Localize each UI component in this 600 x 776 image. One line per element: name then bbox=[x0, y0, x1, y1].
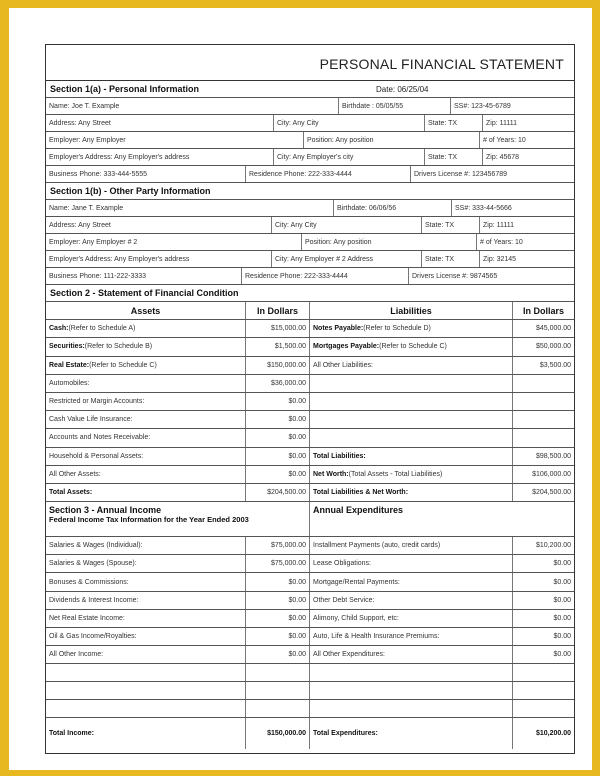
asset-value[interactable]: $150,000.00 bbox=[246, 357, 310, 374]
section-3-heading-row bbox=[46, 502, 574, 537]
financial-condition-table bbox=[46, 302, 574, 502]
asset-label bbox=[46, 375, 246, 392]
table-row bbox=[46, 646, 574, 664]
liability-label bbox=[310, 320, 513, 337]
asset-label bbox=[46, 357, 246, 374]
employer-state-field[interactable]: State: TX bbox=[425, 149, 483, 165]
blank-cell[interactable] bbox=[513, 700, 574, 717]
liabilities-header: Liabilities bbox=[310, 302, 513, 319]
page-title: PERSONAL FINANCIAL STATEMENT bbox=[319, 56, 564, 72]
asset-label bbox=[46, 393, 246, 410]
form-row bbox=[46, 251, 574, 268]
liability-label-bold: Total Liabilities: bbox=[313, 452, 366, 460]
expenditure-label: Alimony, Child Support, etc: bbox=[310, 610, 513, 627]
expenditure-label: Installment Payments (auto, credit cards) bbox=[310, 537, 513, 554]
title-row bbox=[46, 45, 574, 81]
other-address-field[interactable]: Address: Any Street bbox=[46, 217, 272, 233]
liabilities-dollars-header: In Dollars bbox=[522, 305, 564, 316]
expenditure-label: Auto, Life & Health Insurance Premiums: bbox=[310, 628, 513, 645]
asset-label-text: Cash Value Life Insurance: bbox=[49, 416, 133, 424]
financial-statement-form bbox=[45, 44, 575, 754]
asset-label bbox=[46, 338, 246, 355]
blank-cell[interactable] bbox=[513, 682, 574, 699]
total-income-value[interactable]: $150,000.00 bbox=[246, 718, 310, 749]
asset-label-text: (Refer to Schedule B) bbox=[84, 343, 153, 351]
asset-label-bold: Real Estate: bbox=[49, 361, 90, 369]
asset-value[interactable]: $0.00 bbox=[246, 411, 310, 428]
residence-phone-field[interactable]: Residence Phone: 222-333-4444 bbox=[246, 166, 411, 182]
asset-label-text: All Other Assets: bbox=[49, 470, 101, 478]
other-residence-phone-field[interactable]: Residence Phone: 222-333-4444 bbox=[242, 268, 409, 284]
table-row bbox=[46, 573, 574, 591]
liability-label bbox=[310, 448, 513, 465]
asset-label-bold: Securities: bbox=[49, 343, 85, 351]
table-row bbox=[46, 628, 574, 646]
blank-cell[interactable] bbox=[246, 664, 310, 681]
liability-label-bold: Total Liabilities & Net Worth: bbox=[313, 488, 409, 496]
business-phone-field[interactable]: Business Phone: 333-444-5555 bbox=[46, 166, 246, 182]
asset-value[interactable]: $0.00 bbox=[246, 429, 310, 446]
asset-label bbox=[46, 484, 246, 501]
total-expenditures-label: Total Expenditures: bbox=[310, 718, 513, 749]
section-3-heading: Section 3 - Annual Income bbox=[49, 505, 162, 516]
income-value[interactable]: $75,000.00 bbox=[246, 537, 310, 554]
statement-date: Date: 06/25/04 bbox=[376, 84, 429, 94]
employer-zip-field[interactable]: Zip: 45678 bbox=[486, 153, 520, 161]
expenditure-value[interactable]: $0.00 bbox=[553, 578, 571, 586]
other-employer-zip-field[interactable]: Zip: 32145 bbox=[483, 255, 517, 263]
income-label: Oil & Gas Income/Royalties: bbox=[46, 628, 246, 645]
asset-label-text: Accounts and Notes Receivable: bbox=[49, 434, 151, 442]
asset-value[interactable]: $0.00 bbox=[246, 393, 310, 410]
blank-cell[interactable] bbox=[513, 664, 574, 681]
income-label: Bonuses & Commissions: bbox=[46, 573, 246, 590]
other-years-field[interactable]: # of Years: 10 bbox=[480, 238, 523, 246]
form-row bbox=[46, 200, 574, 217]
liability-label-text: All Other Liabilities: bbox=[313, 361, 373, 369]
form-row bbox=[46, 115, 574, 132]
state-field[interactable]: State: TX bbox=[425, 115, 483, 131]
other-birthdate-field[interactable]: Birthdate: 06/06/56 bbox=[334, 200, 452, 216]
blank-cell[interactable] bbox=[46, 682, 246, 699]
asset-label bbox=[46, 466, 246, 483]
liability-label bbox=[310, 357, 513, 374]
income-label: Salaries & Wages (Individual): bbox=[46, 537, 246, 554]
other-state-field[interactable]: State: TX bbox=[422, 217, 480, 233]
liability-value[interactable]: $106,000.00 bbox=[532, 470, 571, 478]
asset-label-bold: Total Assets: bbox=[49, 488, 93, 496]
expenditure-value[interactable]: $0.00 bbox=[553, 596, 571, 604]
income-value[interactable]: $75,000.00 bbox=[246, 555, 310, 572]
employer-city-field[interactable]: City: Any Employer's city bbox=[274, 149, 425, 165]
blank-cell[interactable] bbox=[310, 682, 513, 699]
blank-cell[interactable] bbox=[246, 700, 310, 717]
expenditure-value[interactable]: $0.00 bbox=[553, 651, 571, 659]
liability-value[interactable]: $204,500.00 bbox=[532, 488, 571, 496]
other-employer-address-field[interactable]: Employer's Address: Any Employer's address bbox=[46, 251, 272, 267]
income-value[interactable]: $0.00 bbox=[246, 610, 310, 627]
table-row bbox=[46, 610, 574, 628]
total-income-label: Total Income: bbox=[46, 718, 246, 749]
asset-value[interactable]: $15,000.00 bbox=[246, 320, 310, 337]
liability-label bbox=[310, 393, 513, 410]
other-ssn-field[interactable]: SS#: 333-44-5666 bbox=[455, 204, 512, 212]
annual-expenditures-heading-cell bbox=[310, 502, 574, 536]
asset-label bbox=[46, 411, 246, 428]
totals-row bbox=[46, 718, 574, 749]
table-row bbox=[46, 320, 574, 338]
liability-value[interactable]: $3,500.00 bbox=[539, 361, 571, 369]
asset-value[interactable]: $204,500.00 bbox=[246, 484, 310, 501]
table-row bbox=[46, 357, 574, 375]
liability-label-bold: Mortgages Payable: bbox=[313, 343, 380, 351]
liability-value[interactable] bbox=[513, 375, 574, 392]
position-field[interactable]: Position: Any position bbox=[304, 132, 480, 148]
form-row bbox=[46, 217, 574, 234]
asset-value[interactable]: $1,500.00 bbox=[246, 338, 310, 355]
other-zip-field[interactable]: Zip: 11111 bbox=[483, 221, 515, 229]
form-row bbox=[46, 98, 574, 115]
other-business-phone-field[interactable]: Business Phone: 111-222-3333 bbox=[46, 268, 242, 284]
asset-label bbox=[46, 448, 246, 465]
address-field[interactable]: Address: Any Street bbox=[46, 115, 274, 131]
name-field[interactable]: Name: Joe T. Example bbox=[46, 98, 339, 114]
years-field[interactable]: # of Years: 10 bbox=[483, 136, 526, 144]
asset-label bbox=[46, 429, 246, 446]
table-row bbox=[46, 375, 574, 393]
table-row bbox=[46, 555, 574, 573]
paper-sheet bbox=[9, 8, 592, 770]
table-row bbox=[46, 393, 574, 411]
table-row bbox=[46, 682, 574, 700]
liability-value[interactable] bbox=[513, 393, 574, 410]
liability-label bbox=[310, 411, 513, 428]
asset-label-text: Household & Personal Assets: bbox=[49, 452, 144, 460]
liability-value[interactable]: $45,000.00 bbox=[535, 325, 571, 333]
liability-value[interactable] bbox=[513, 429, 574, 446]
table-row bbox=[46, 537, 574, 555]
table-row bbox=[46, 448, 574, 466]
section-2-heading: Section 2 - Statement of Financial Condition bbox=[46, 285, 574, 302]
asset-label-text: (Refer to Schedule C) bbox=[89, 361, 157, 369]
expenditure-label: All Other Expenditures: bbox=[310, 646, 513, 663]
form-row bbox=[46, 234, 574, 251]
assets-header: Assets bbox=[46, 302, 246, 319]
table-row bbox=[46, 466, 574, 484]
table-row bbox=[46, 484, 574, 502]
income-value[interactable]: $0.00 bbox=[246, 573, 310, 590]
expenditure-value[interactable]: $10,200.00 bbox=[535, 542, 571, 550]
expenditure-value[interactable]: $0.00 bbox=[553, 633, 571, 641]
income-value[interactable]: $0.00 bbox=[246, 592, 310, 609]
liability-value[interactable] bbox=[513, 411, 574, 428]
table-row bbox=[46, 429, 574, 447]
expenditure-label: Other Debt Service: bbox=[310, 592, 513, 609]
expenditure-label: Lease Obligations: bbox=[310, 555, 513, 572]
blank-cell[interactable] bbox=[246, 682, 310, 699]
blank-cell[interactable] bbox=[46, 664, 246, 681]
liability-label bbox=[310, 466, 513, 483]
section-3-subheading: Federal Income Tax Information for the Year Ended 2003 bbox=[49, 515, 249, 525]
total-expenditures-value[interactable]: $10,200.00 bbox=[535, 730, 571, 738]
expenditure-value[interactable]: $0.00 bbox=[553, 614, 571, 622]
table-row bbox=[46, 664, 574, 682]
asset-label-text: (Refer to Schedule A) bbox=[68, 325, 136, 333]
other-drivers-license-field[interactable]: Drivers License #: 9874565 bbox=[412, 272, 498, 280]
liability-label-bold: Net Worth: bbox=[313, 470, 349, 478]
liability-label bbox=[310, 429, 513, 446]
asset-value[interactable]: $0.00 bbox=[246, 466, 310, 483]
liability-label-bold: Notes Payable: bbox=[313, 325, 364, 333]
asset-value[interactable]: $36,000.00 bbox=[246, 375, 310, 392]
form-row bbox=[46, 132, 574, 149]
liability-label bbox=[310, 338, 513, 355]
form-row bbox=[46, 166, 574, 183]
expenditure-value[interactable]: $0.00 bbox=[553, 560, 571, 568]
liability-label-text: (Refer to Schedule D) bbox=[363, 325, 431, 333]
city-field[interactable]: City: Any City bbox=[274, 115, 425, 131]
income-label: Net Real Estate Income: bbox=[46, 610, 246, 627]
other-city-field[interactable]: City: Any City bbox=[272, 217, 422, 233]
other-name-field[interactable]: Name: Jane T. Example bbox=[46, 200, 334, 216]
income-value[interactable]: $0.00 bbox=[246, 628, 310, 645]
liability-label-text: (Refer to Schedule C) bbox=[379, 343, 447, 351]
assets-dollars-header: In Dollars bbox=[246, 302, 310, 319]
liability-label bbox=[310, 484, 513, 501]
section-1b-heading: Section 1(b) - Other Party Information bbox=[46, 183, 574, 200]
employer-address-field[interactable]: Employer's Address: Any Employer's address bbox=[46, 149, 274, 165]
employer-field[interactable]: Employer: Any Employer bbox=[46, 132, 304, 148]
blank-cell[interactable] bbox=[46, 700, 246, 717]
asset-label-bold: Cash: bbox=[49, 325, 69, 333]
other-employer-state-field[interactable]: State: TX bbox=[422, 251, 480, 267]
liability-label bbox=[310, 375, 513, 392]
blank-cell[interactable] bbox=[310, 664, 513, 681]
form-row bbox=[46, 268, 574, 285]
income-label: Salaries & Wages (Spouse): bbox=[46, 555, 246, 572]
other-employer-field[interactable]: Employer: Any Employer # 2 bbox=[46, 234, 302, 250]
other-position-field[interactable]: Position: Any position bbox=[302, 234, 477, 250]
table-row bbox=[46, 700, 574, 718]
asset-value[interactable]: $0.00 bbox=[246, 448, 310, 465]
table-row bbox=[46, 338, 574, 356]
expenditure-label: Mortgage/Rental Payments: bbox=[310, 573, 513, 590]
annual-expenditures-heading: Annual Expenditures bbox=[313, 505, 404, 516]
income-label: All Other Income: bbox=[46, 646, 246, 663]
annual-income-heading bbox=[46, 502, 310, 536]
zip-field[interactable]: Zip: 11111 bbox=[486, 119, 518, 127]
income-value[interactable]: $0.00 bbox=[246, 646, 310, 663]
drivers-license-field[interactable]: Drivers License #: 123456789 bbox=[414, 170, 508, 178]
birthdate-field[interactable]: Birthdate : 05/05/55 bbox=[339, 98, 451, 114]
asset-label-text: Restricted or Margin Accounts: bbox=[49, 398, 145, 406]
table-row bbox=[46, 592, 574, 610]
table-header-row bbox=[46, 302, 574, 320]
blank-cell[interactable] bbox=[310, 700, 513, 717]
liability-label-text: (Total Assets - Total Liabilities) bbox=[348, 470, 443, 478]
ssn-field[interactable]: SS#: 123-45-6789 bbox=[454, 102, 511, 110]
liability-value[interactable]: $50,000.00 bbox=[535, 343, 571, 351]
income-label: Dividends & Interest Income: bbox=[46, 592, 246, 609]
other-employer-city-field[interactable]: City: Any Employer # 2 Address bbox=[272, 251, 422, 267]
liability-value[interactable]: $98,500.00 bbox=[535, 452, 571, 460]
section-1a-heading: Section 1(a) - Personal Information Date: 06/25/04 bbox=[46, 81, 574, 98]
asset-label-text: Automobiles: bbox=[49, 379, 90, 387]
table-row bbox=[46, 411, 574, 429]
form-row bbox=[46, 149, 574, 166]
asset-label bbox=[46, 320, 246, 337]
